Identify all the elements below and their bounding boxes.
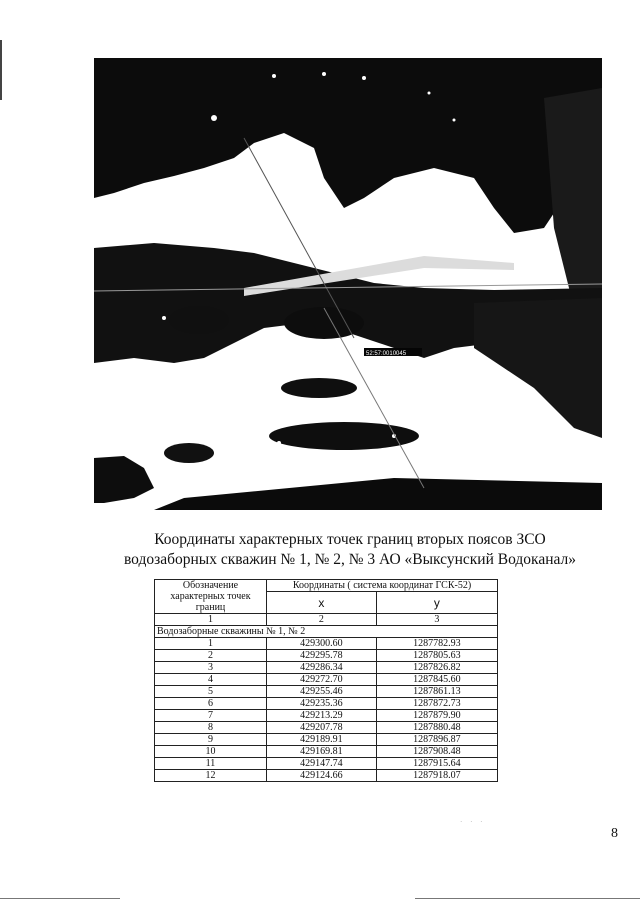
table-row bbox=[155, 710, 498, 722]
scan-line-artifact bbox=[415, 898, 640, 899]
point-number: 12 bbox=[155, 770, 267, 782]
coord-x: 429124.66 bbox=[267, 770, 377, 782]
coord-y: 1287826.82 bbox=[376, 662, 497, 674]
coord-x: 429189.91 bbox=[267, 734, 377, 746]
table-caption bbox=[100, 530, 600, 570]
page-number: 8 bbox=[611, 826, 618, 841]
table-row bbox=[155, 734, 498, 746]
group-label: Водозаборные скважины № 1, № 2 bbox=[155, 626, 498, 638]
header-coordinates: Координаты ( система координат ГСК-52) bbox=[267, 580, 498, 592]
point-number: 11 bbox=[155, 758, 267, 770]
caption-line-2: водозаборных скважин № 1, № 2, № 3 АО «Выксунский Водоканал» bbox=[123, 551, 577, 568]
table-row bbox=[155, 638, 498, 650]
point-number: 3 bbox=[155, 662, 267, 674]
scan-edge-artifact bbox=[0, 40, 2, 100]
point-number: 4 bbox=[155, 674, 267, 686]
caption-line-1: Координаты характерных точек границ вторых поясов ЗСО bbox=[154, 531, 546, 548]
table-row bbox=[155, 758, 498, 770]
coord-y: 1287861.13 bbox=[376, 686, 497, 698]
coord-x: 429272.70 bbox=[267, 674, 377, 686]
coord-y: 1287918.07 bbox=[376, 770, 497, 782]
table-row bbox=[155, 770, 498, 782]
table-row bbox=[155, 698, 498, 710]
coord-y: 1287782.93 bbox=[376, 638, 497, 650]
table-row bbox=[155, 746, 498, 758]
column-number-3: 3 bbox=[376, 614, 497, 626]
coord-y: 1287915.64 bbox=[376, 758, 497, 770]
table-row bbox=[155, 650, 498, 662]
coord-y: 1287908.48 bbox=[376, 746, 497, 758]
coord-x: 429295.78 bbox=[267, 650, 377, 662]
point-number: 9 bbox=[155, 734, 267, 746]
column-number-2: 2 bbox=[267, 614, 377, 626]
point-number: 5 bbox=[155, 686, 267, 698]
svg-text:52:57:0010045: 52:57:0010045 bbox=[366, 351, 407, 357]
header-designation: Обозначение характерных точек границ bbox=[155, 580, 267, 614]
point-number: 10 bbox=[155, 746, 267, 758]
coord-y: 1287872.73 bbox=[376, 698, 497, 710]
table-row bbox=[155, 662, 498, 674]
coord-y: 1287805.63 bbox=[376, 650, 497, 662]
table-row bbox=[155, 722, 498, 734]
coord-x: 429207.78 bbox=[267, 722, 377, 734]
point-number: 6 bbox=[155, 698, 267, 710]
point-number: 7 bbox=[155, 710, 267, 722]
table-row bbox=[155, 686, 498, 698]
point-number: 8 bbox=[155, 722, 267, 734]
coordinates-table bbox=[154, 579, 498, 782]
coord-x: 429255.46 bbox=[267, 686, 377, 698]
coord-x: 429286.34 bbox=[267, 662, 377, 674]
coord-x: 429147.74 bbox=[267, 758, 377, 770]
coord-x: 429300.60 bbox=[267, 638, 377, 650]
coord-y: 1287880.48 bbox=[376, 722, 497, 734]
header-x: x bbox=[267, 592, 377, 614]
scan-line-artifact bbox=[0, 898, 120, 899]
header-y: y bbox=[376, 592, 497, 614]
coord-y: 1287845.60 bbox=[376, 674, 497, 686]
coord-x: 429235.36 bbox=[267, 698, 377, 710]
coord-x: 429169.81 bbox=[267, 746, 377, 758]
coord-x: 429213.29 bbox=[267, 710, 377, 722]
point-number: 1 bbox=[155, 638, 267, 650]
coord-y: 1287879.90 bbox=[376, 710, 497, 722]
scan-specks: · · · bbox=[460, 818, 486, 826]
coord-y: 1287896.87 bbox=[376, 734, 497, 746]
column-number-1: 1 bbox=[155, 614, 267, 626]
aerial-map-image bbox=[94, 58, 602, 510]
table-row bbox=[155, 674, 498, 686]
point-number: 2 bbox=[155, 650, 267, 662]
